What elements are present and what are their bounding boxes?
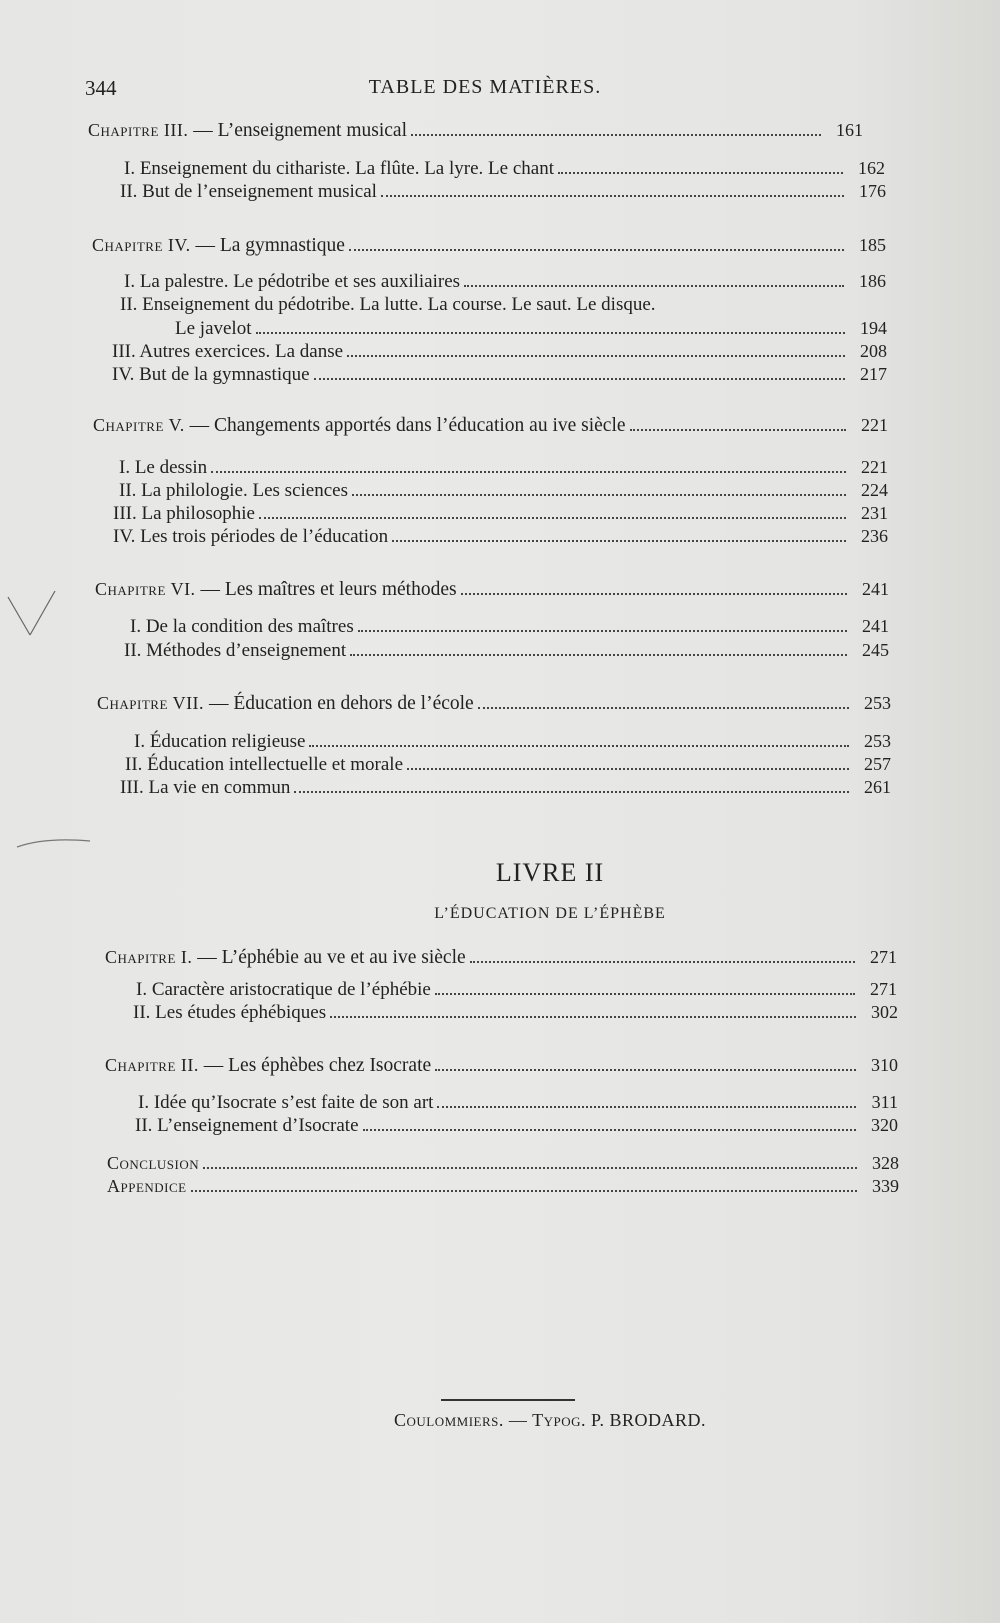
section-title: II. Éducation intellectuelle et morale <box>125 754 404 775</box>
chapter-title: — Éducation en dehors de l’école <box>204 693 474 714</box>
page-ref: 271 <box>870 947 897 967</box>
dot-leader <box>407 768 849 770</box>
page-ref: 253 <box>864 693 891 713</box>
toc-section[interactable] <box>120 777 891 801</box>
dot-leader <box>256 332 846 334</box>
chapter-label: Chapitre VII. <box>97 693 205 713</box>
page-ref: 328 <box>872 1153 899 1173</box>
toc-section[interactable] <box>134 731 891 755</box>
chapter-title: — Changements apportés dans l’éducation au ive siècle <box>184 415 626 436</box>
toc-appendice[interactable] <box>107 1176 899 1200</box>
page-ref: 241 <box>862 616 889 636</box>
dot-leader <box>478 707 849 709</box>
chapter-label: Chapitre IV. <box>92 235 191 255</box>
page-header <box>85 76 885 106</box>
page-ref: 310 <box>871 1055 898 1075</box>
dot-leader <box>461 593 847 595</box>
toc-section[interactable] <box>124 271 886 295</box>
page-ref: 185 <box>859 235 886 255</box>
page-ref: 221 <box>861 415 888 435</box>
chapter-label: Chapitre I. <box>105 947 193 967</box>
section-title: I. Enseignement du cithariste. La flûte. La lyre. Le chant <box>124 158 554 179</box>
section-title: I. Caractère aristocratique de l’éphébie <box>136 979 431 1000</box>
page-ref: 208 <box>860 341 887 361</box>
toc-conclusion[interactable] <box>107 1153 899 1177</box>
page-ref: 261 <box>864 777 891 797</box>
dot-leader <box>358 630 847 632</box>
section-title: II. La philologie. Les sciences <box>119 480 348 501</box>
page-ref: 271 <box>870 979 897 999</box>
chapter-label: Chapitre V. <box>93 415 185 435</box>
dot-leader <box>203 1167 857 1169</box>
page-ref: 176 <box>859 181 886 201</box>
section-title: I. Idée qu’Isocrate s’est faite de son art <box>138 1092 434 1113</box>
page-ref: 302 <box>871 1002 898 1022</box>
page-ref: 186 <box>859 271 886 291</box>
section-title: I. Le dessin <box>119 457 208 478</box>
dot-leader <box>330 1016 856 1018</box>
toc-book2-chapter-1[interactable] <box>105 947 897 971</box>
chapter-title: — L’éphébie au ve et au ive siècle <box>192 947 466 968</box>
toc-section[interactable] <box>130 616 889 640</box>
chapter-title: — Les éphèbes chez Isocrate <box>198 1055 432 1076</box>
toc-book2-chapter-2[interactable] <box>105 1055 898 1079</box>
running-title: TABLE DES MATIÈRES. <box>368 76 602 98</box>
toc-chapter-4[interactable] <box>92 235 886 259</box>
page-ref: 253 <box>864 731 891 751</box>
section-title: IV. But de la gymnastique <box>112 364 310 385</box>
chapter-title: — L’enseignement musical <box>188 120 407 141</box>
section-title: IV. Les trois périodes de l’éducation <box>113 526 389 547</box>
page-ref: 236 <box>861 526 888 546</box>
section-title: I. Éducation religieuse <box>134 731 306 752</box>
dot-leader <box>309 745 849 747</box>
section-title: III. La philosophie <box>113 503 255 524</box>
section-title: II. Les études éphébiques <box>133 1002 327 1023</box>
dot-leader <box>435 1069 856 1071</box>
dot-leader <box>347 355 845 357</box>
toc-section[interactable] <box>120 181 886 205</box>
page-ref: 194 <box>860 318 887 338</box>
toc-section[interactable] <box>136 979 897 1003</box>
page-ref: 257 <box>864 754 891 774</box>
appendix-label: Appendice <box>107 1176 187 1196</box>
toc-section[interactable] <box>112 341 887 365</box>
chapter-title: — La gymnastique <box>190 235 345 256</box>
toc-section[interactable] <box>113 526 888 550</box>
toc-section[interactable] <box>124 158 885 182</box>
page-ref: 161 <box>836 120 863 140</box>
page-ref: 231 <box>861 503 888 523</box>
toc-section[interactable] <box>135 1115 898 1139</box>
pencil-check-mark-icon <box>0 585 70 645</box>
toc-section-continued[interactable] <box>175 318 887 342</box>
section-title: I. La palestre. Le pédotribe et ses auxiliaires <box>124 271 461 292</box>
toc-chapter-7[interactable] <box>97 693 891 717</box>
dot-leader <box>435 993 855 995</box>
page-ref: 339 <box>872 1176 899 1196</box>
dot-leader <box>558 172 843 174</box>
dot-leader <box>211 471 846 473</box>
section-title: III. Autres exercices. La danse <box>112 341 344 362</box>
page-ref: 320 <box>871 1115 898 1135</box>
chapter-title: — Les maîtres et leurs méthodes <box>195 579 457 600</box>
dot-leader <box>630 429 846 431</box>
printer-imprint: Coulommiers. — Typog. P. BRODARD. <box>394 1410 706 1430</box>
dot-leader <box>191 1190 857 1192</box>
dot-leader <box>314 378 845 380</box>
dot-leader <box>350 654 847 656</box>
page-ref: 162 <box>858 158 885 178</box>
toc-chapter-6[interactable] <box>95 579 889 603</box>
toc-section[interactable] <box>133 1002 898 1026</box>
toc-chapter-5[interactable] <box>93 415 888 439</box>
dot-leader <box>294 791 849 793</box>
section-title: II. L’enseignement d’Isocrate <box>135 1115 359 1136</box>
page-ref: 241 <box>862 579 889 599</box>
conclusion-label: Conclusion <box>107 1153 200 1173</box>
toc-section[interactable] <box>119 457 888 481</box>
page-ref: 311 <box>871 1092 898 1112</box>
footer-rule <box>441 1399 575 1401</box>
dot-leader <box>464 285 844 287</box>
toc-section[interactable] <box>113 503 888 527</box>
section-title: II. Méthodes d’enseignement <box>124 640 347 661</box>
pencil-stroke-icon <box>15 833 95 853</box>
dot-leader <box>363 1129 856 1131</box>
section-title: II. But de l’enseignement musical <box>120 181 377 202</box>
section-title: III. La vie en commun <box>120 777 291 798</box>
dot-leader <box>381 195 844 197</box>
dot-leader <box>259 517 846 519</box>
page-ref: 224 <box>861 480 888 500</box>
chapter-label: Chapitre III. <box>88 120 189 140</box>
section-title: I. De la condition des maîtres <box>130 616 354 637</box>
dot-leader <box>349 249 844 251</box>
book-subheading: L’ÉDUCATION DE L’ÉPHÈBE <box>434 905 666 922</box>
toc-section[interactable] <box>119 480 888 504</box>
page-ref: 221 <box>861 457 888 477</box>
book-heading: LIVRE II <box>495 858 605 887</box>
chapter-label: Chapitre II. <box>105 1055 199 1075</box>
dot-leader <box>437 1106 856 1108</box>
page-ref: 217 <box>860 364 887 384</box>
toc-section[interactable] <box>120 294 860 318</box>
section-title: Le javelot <box>175 318 252 339</box>
dot-leader <box>352 494 846 496</box>
toc-section[interactable] <box>138 1092 898 1116</box>
dot-leader <box>470 961 855 963</box>
section-title: II. Enseignement du pédotribe. La lutte. La course. Le saut. Le disque. <box>120 294 656 315</box>
page-ref: 245 <box>862 640 889 660</box>
toc-section[interactable] <box>125 754 891 778</box>
page-number: 344 <box>85 76 117 100</box>
dot-leader <box>392 540 846 542</box>
chapter-label: Chapitre VI. <box>95 579 196 599</box>
toc-section[interactable] <box>124 640 889 664</box>
dot-leader <box>411 134 821 136</box>
toc-chapter-3[interactable] <box>88 120 863 144</box>
toc-section[interactable] <box>112 364 887 388</box>
